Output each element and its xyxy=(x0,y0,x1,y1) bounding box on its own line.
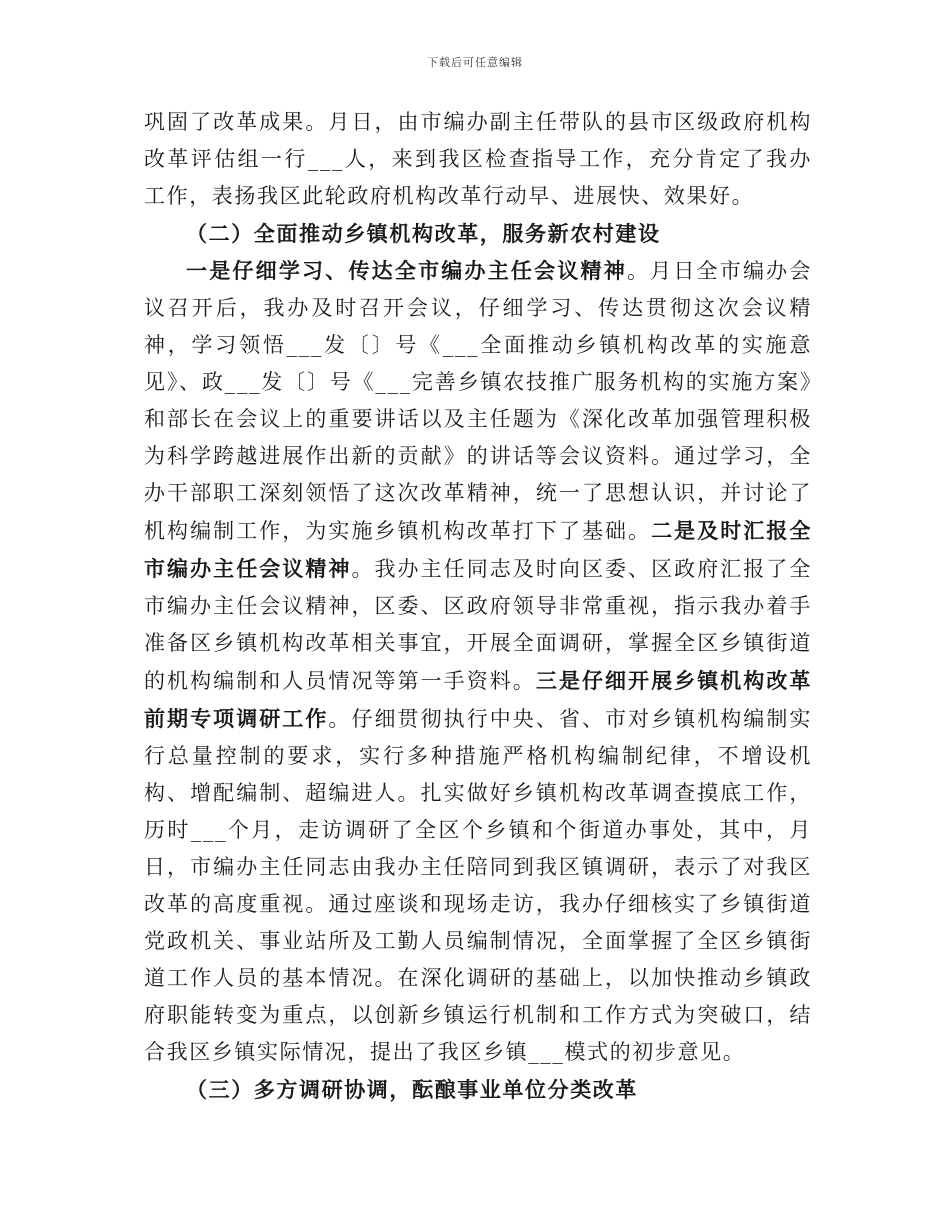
section-heading-3: （三）多方调研协调，酝酿事业单位分类改革 xyxy=(186,1077,638,1102)
paragraph-1: 巩固了改革成果。月日，由市编办副主任带队的县市区级政府机构改革评估组一行___人，来到我区检查指导工作，充分肯定了我办工作，表扬我区此轮政府机构改革行动早、进展快、效果好。 xyxy=(144,110,812,208)
paragraph-2-text-3: 。仔细贯彻执行中央、省、市对乡镇机构编制实行总量控制的要求，实行多种措施严格机构编制纪律，不增设机构、增配编制、超编进人。扎实做好乡镇机构改革调查摸底工作，历时___个月，走访调研了全区个乡镇和个街道办事处，其中，月日，市编办主任同志由我办主任陪同到我区镇调研，表示了对我区改革的高度重视。通过座谈和现场走访，我办仔细核实了乡镇街道党政机关、事业站所及工勤人员编制情况，全面掌握了全区乡镇街道工作人员的基本情况。在深化调研的基础上，以加快推动乡镇政府职能转变为重点，以创新乡镇运行机制和工作方式为突破口，结合我区乡镇实际情况，提出了我区乡镇___模式的初步意见。 xyxy=(144,707,812,1064)
document-body xyxy=(144,104,812,1108)
lead-phrase-3: 三是仔细开展乡镇机构改革前期专项调研工作 xyxy=(144,668,813,731)
lead-phrase-2: 二是及时汇报全市编办主任会议精神 xyxy=(144,518,812,581)
paragraph-2-text-1: 。月日全市编办会议召开后，我办及时召开会议，仔细学习、传达贯彻这次会议精神，学习领悟___发〔〕号《___全面推动乡镇机构改革的实施意见》、政___发〔〕号《___完善乡镇农技推广服务机构的实施方案》和部长在会议上的重要讲话以及主任题为《深化改革加强管理积极为科学跨越进展作出新的贡献》的讲话等会议资料。通过学习，全办干部职工深刻领悟了这次改革精神，统一了思想认识，并讨论了机构编制工作，为实施乡镇机构改革打下了基础。 xyxy=(144,259,812,543)
paragraph-2-text-2: 。我办主任同志及时向区委、区政府汇报了全市编办主任会议精神，区委、区政府领导非常重视，指示我办着手准备区乡镇机构改革相关事宜，开展全面调研，掌握全区乡镇街道的机构编制和人员情况等第一手资料。 xyxy=(144,557,812,693)
section-heading-2: （二）全面推动乡镇机构改革，服务新农村建设 xyxy=(186,221,661,246)
paragraph-2 xyxy=(144,252,812,1071)
page-header: 下载后可任意编辑 xyxy=(427,56,523,69)
lead-phrase-1: 一是仔细学习、传达全市编办主任会议精神 xyxy=(186,258,627,283)
